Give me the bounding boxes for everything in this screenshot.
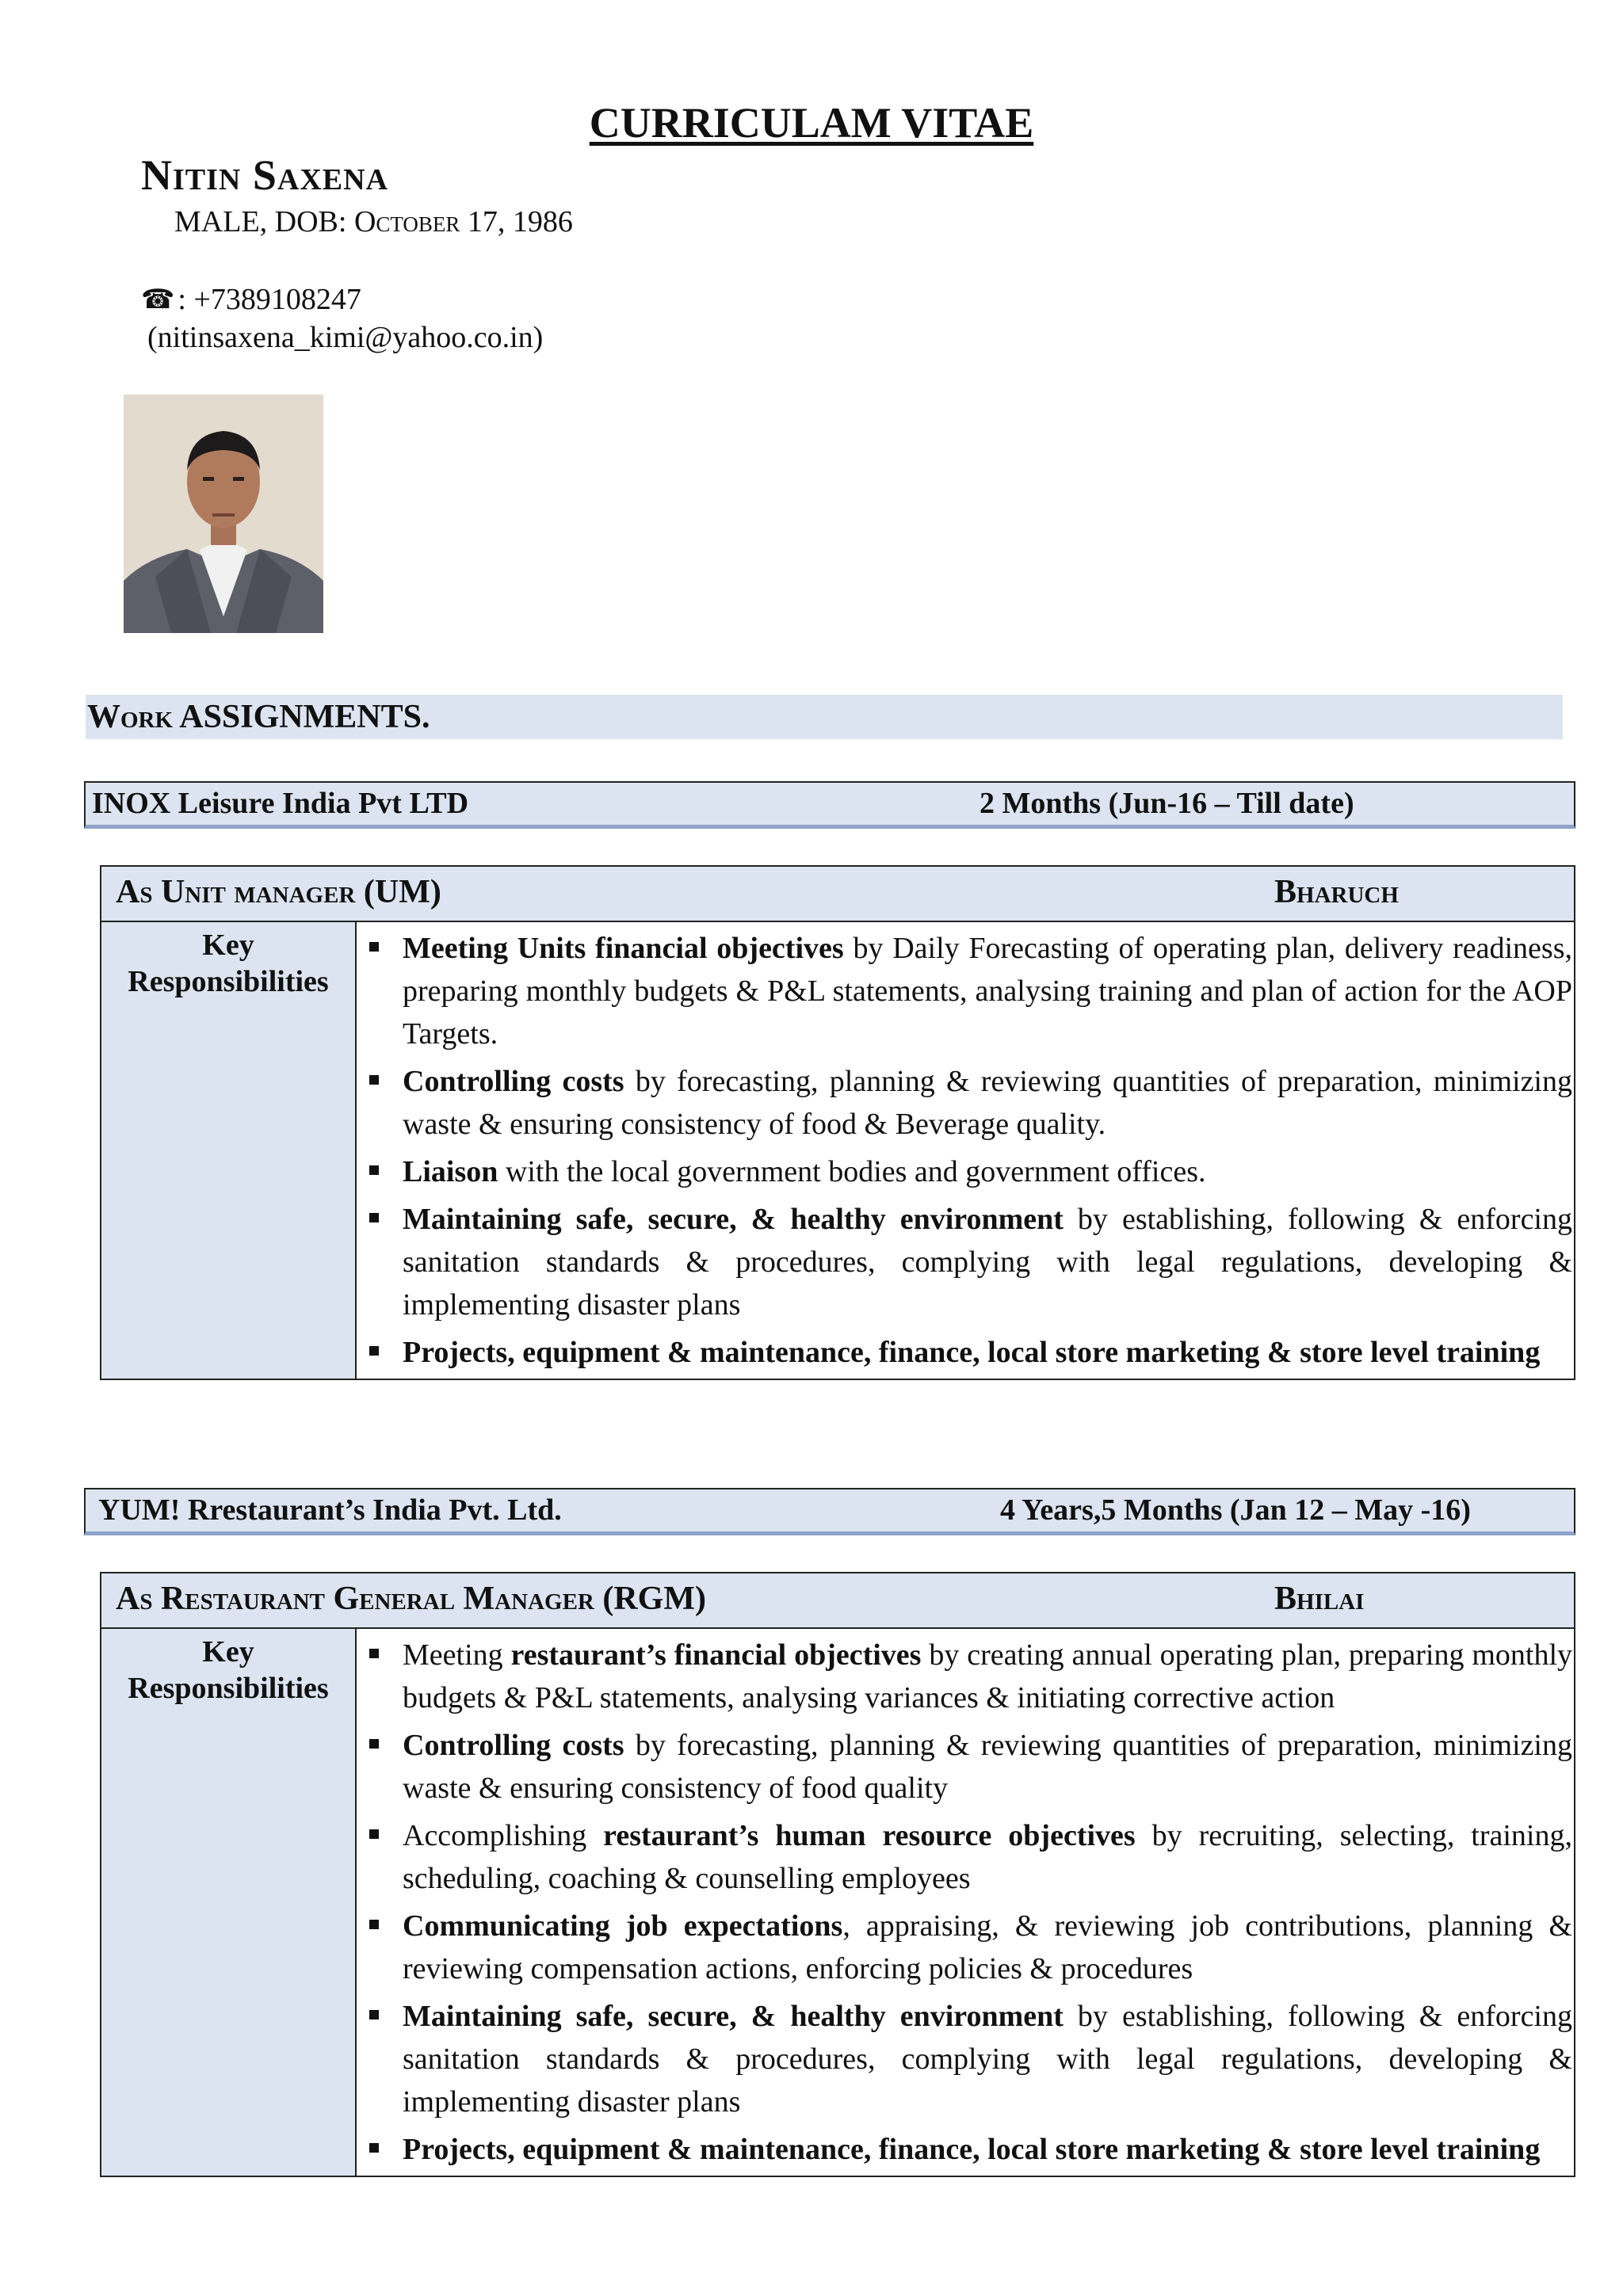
list-item bbox=[357, 1814, 1574, 1900]
telephone-icon: ☎ bbox=[141, 285, 175, 315]
label-line-1: Key bbox=[202, 1635, 254, 1669]
responsibilities-list-container bbox=[357, 922, 1574, 1379]
email-address: (nitinsaxena_kimi@yahoo.co.in) bbox=[147, 321, 544, 354]
responsibilities-list bbox=[357, 927, 1574, 1374]
bullet-icon bbox=[369, 1920, 379, 1929]
role-body bbox=[101, 1629, 1574, 2176]
item-bold: restaurant’s human resource objectives bbox=[603, 1819, 1136, 1852]
bullet-icon bbox=[369, 2143, 379, 2153]
bullet-icon bbox=[369, 1739, 379, 1749]
item-text: by recruiting, selecting, training, scheduling, coaching & counselling employees bbox=[403, 1819, 1572, 1895]
role-title: As Unit manager (UM) bbox=[116, 874, 441, 910]
gender-dob: MALE, DOB: October 17, 1986 bbox=[174, 205, 573, 238]
responsibilities-list bbox=[357, 1634, 1574, 2171]
phone-number: : +7389108247 bbox=[178, 283, 361, 316]
role-table-restaurant-general-manager bbox=[100, 1572, 1575, 2177]
role-header bbox=[101, 1573, 1574, 1629]
document-title: CURRICULAM VITAE bbox=[589, 99, 1034, 147]
item-bold: Controlling costs bbox=[403, 1729, 624, 1762]
list-item bbox=[357, 1198, 1574, 1326]
item-text: by creating annual operating plan, preparing monthly budgets & P&L statements, analysing variances & initiating corrective action bbox=[403, 1638, 1573, 1714]
list-item bbox=[357, 927, 1574, 1055]
item-text: with the local government bodies and government offices. bbox=[498, 1155, 1206, 1188]
item-bold: Communicating job expectations bbox=[403, 1909, 843, 1943]
item-prefix: Accomplishing bbox=[403, 1819, 604, 1852]
label-line-2: Responsibilities bbox=[128, 1672, 329, 1705]
item-text: by forecasting, planning & reviewing quantities of preparation, minimizing waste & ensuring consistency of food quality bbox=[403, 1729, 1572, 1805]
role-location: Bhilai bbox=[1274, 1581, 1365, 1617]
item-bold: Projects, equipment & maintenance, finance, local store marketing & store level training bbox=[403, 2133, 1541, 2166]
role-body bbox=[101, 922, 1574, 1379]
responsibilities-list-container bbox=[357, 1629, 1574, 2176]
company-name: INOX Leisure India Pvt LTD bbox=[92, 787, 469, 820]
item-bold: Controlling costs bbox=[403, 1065, 624, 1098]
item-prefix: Meeting bbox=[403, 1638, 511, 1672]
company-bar-inox bbox=[84, 781, 1575, 829]
profile-photo-graphic bbox=[124, 395, 323, 633]
list-item bbox=[357, 1331, 1574, 1374]
bullet-icon bbox=[369, 1213, 379, 1222]
company-duration: 4 Years,5 Months (Jan 12 – May -16) bbox=[1000, 1493, 1471, 1527]
company-name: YUM! Rrestaurant’s India Pvt. Ltd. bbox=[98, 1493, 562, 1527]
bullet-icon bbox=[369, 1075, 379, 1085]
list-item bbox=[357, 1150, 1574, 1193]
item-bold: Liaison bbox=[403, 1155, 498, 1188]
phone-line bbox=[141, 282, 361, 317]
item-bold: restaurant’s financial objectives bbox=[510, 1638, 922, 1672]
role-table-unit-manager bbox=[100, 865, 1575, 1380]
label-line-2: Responsibilities bbox=[128, 965, 329, 998]
role-location: Bharuch bbox=[1274, 874, 1399, 910]
list-item bbox=[357, 2128, 1574, 2171]
bullet-icon bbox=[369, 1649, 379, 1658]
bullet-icon bbox=[369, 1829, 379, 1839]
bullet-icon bbox=[369, 1346, 379, 1356]
profile-photo bbox=[124, 395, 323, 633]
key-responsibilities-label bbox=[101, 922, 357, 1379]
company-bar-yum bbox=[84, 1488, 1575, 1535]
candidate-name: Nitin Saxena bbox=[141, 151, 389, 199]
list-item bbox=[357, 1060, 1574, 1146]
list-item bbox=[357, 1724, 1574, 1810]
label-line-1: Key bbox=[202, 929, 254, 962]
item-bold: Meeting Units financial objectives bbox=[403, 932, 844, 965]
list-item bbox=[357, 1905, 1574, 1990]
item-bold: Projects, equipment & maintenance, finance, local store marketing & store level training bbox=[403, 1336, 1541, 1369]
role-header bbox=[101, 867, 1574, 922]
bullet-icon bbox=[369, 1165, 379, 1175]
section-heading-work-assignments: Work ASSIGNMENTS. bbox=[86, 695, 1563, 739]
item-text: by establishing, following & enforcing sanitation standards & procedures, complying with legal regulations, developing & implementing disaster plans bbox=[403, 1203, 1572, 1322]
list-item bbox=[357, 1634, 1574, 1719]
item-text: , appraising, & reviewing job contributions, planning & reviewing compensation actions, enforcing policies & procedures bbox=[403, 1909, 1572, 1985]
item-text: by Daily Forecasting of operating plan, delivery readiness, preparing monthly budgets & P&L statements, analysing training and plan of action for the AOP Targets. bbox=[403, 932, 1572, 1051]
role-title: As Restaurant General Manager (RGM) bbox=[116, 1581, 706, 1617]
list-item bbox=[357, 1995, 1574, 2123]
bullet-icon bbox=[369, 942, 379, 952]
item-text: by forecasting, planning & reviewing quantities of preparation, minimizing waste & ensuring consistency of food & Beverage quality. bbox=[403, 1065, 1572, 1141]
bullet-icon bbox=[369, 2010, 379, 2019]
company-duration: 2 Months (Jun-16 – Till date) bbox=[980, 787, 1354, 820]
item-bold: Maintaining safe, secure, & healthy environment bbox=[403, 2000, 1064, 2033]
item-bold: Maintaining safe, secure, & healthy environment bbox=[403, 1203, 1064, 1236]
item-text: by establishing, following & enforcing sanitation standards & procedures, complying with legal regulations, developing & implementing disaster plans bbox=[403, 2000, 1572, 2119]
key-responsibilities-label bbox=[101, 1629, 357, 2176]
